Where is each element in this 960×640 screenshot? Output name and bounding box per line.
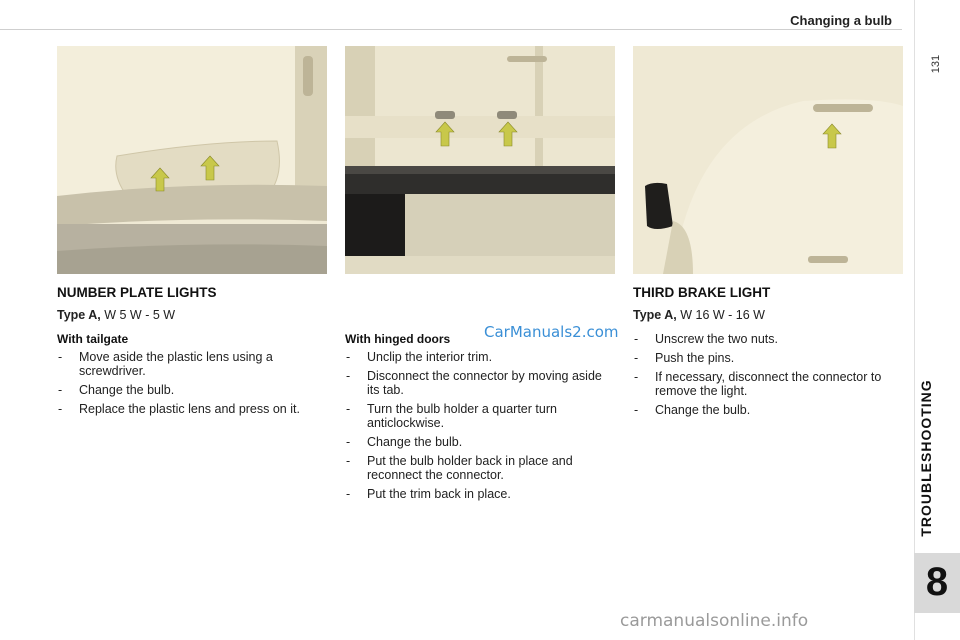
hinged-doors-heading: With hinged doors: [345, 332, 451, 346]
header-divider: [0, 29, 902, 30]
list-item: - Unclip the interior trim.: [346, 350, 493, 364]
list-item: - Push the pins.: [634, 351, 735, 365]
watermark-carmanualsonline: carmanualsonline.info: [620, 611, 809, 631]
list-item: - Change the bulb.: [634, 403, 751, 417]
bulb-type-prefix: Type A,: [57, 308, 101, 322]
chapter-label: TROUBLESHOOTING: [918, 379, 934, 537]
photo-hinged-door-lights: [345, 46, 615, 274]
list-item: - Put the bulb holder back in place and reconnect the connector.: [346, 454, 573, 482]
tailgate-steps: [57, 350, 332, 416]
third-brake-instructions: [633, 332, 898, 422]
bulb-type-value: W 16 W - 16 W: [676, 308, 765, 322]
third-brake-light-title: THIRD BRAKE LIGHT: [633, 285, 771, 300]
hinged-doors-steps: [345, 350, 615, 501]
number-plate-bulb-type: [57, 308, 175, 322]
tailgate-heading: With tailgate: [57, 332, 129, 346]
tailgate-instructions: [57, 332, 332, 421]
list-item: - Turn the bulb holder a quarter turn anticlockwise.: [346, 402, 557, 430]
list-item: - Change the bulb.: [346, 435, 463, 449]
bulb-type-value: W 5 W - 5 W: [100, 308, 176, 322]
list-item: - Put the trim back in place.: [346, 487, 511, 501]
list-item: - Unscrew the two nuts.: [634, 332, 778, 346]
chapter-number: 8: [925, 560, 949, 604]
watermark-carmanuals2: CarManuals2.com: [484, 323, 619, 341]
page-number: 131: [930, 54, 942, 74]
list-item: - Move aside the plastic lens using a screwdriver.: [58, 350, 273, 378]
photo-third-brake-light: [633, 46, 903, 274]
bulb-type-prefix: Type A,: [633, 308, 677, 322]
third-brake-bulb-type: [633, 308, 765, 322]
hinged-doors-instructions: [345, 332, 615, 506]
photo-tailgate-lights: [57, 46, 327, 274]
number-plate-lights-title: NUMBER PLATE LIGHTS: [57, 285, 217, 300]
list-item: - Change the bulb.: [58, 383, 175, 397]
page-header-title: Changing a bulb: [790, 13, 892, 28]
list-item: - Disconnect the connector by moving aside its tab.: [346, 369, 602, 397]
list-item: - If necessary, disconnect the connector to remove the light.: [634, 370, 882, 398]
list-item: - Replace the plastic lens and press on it.: [58, 402, 300, 416]
third-brake-steps: [633, 332, 898, 417]
